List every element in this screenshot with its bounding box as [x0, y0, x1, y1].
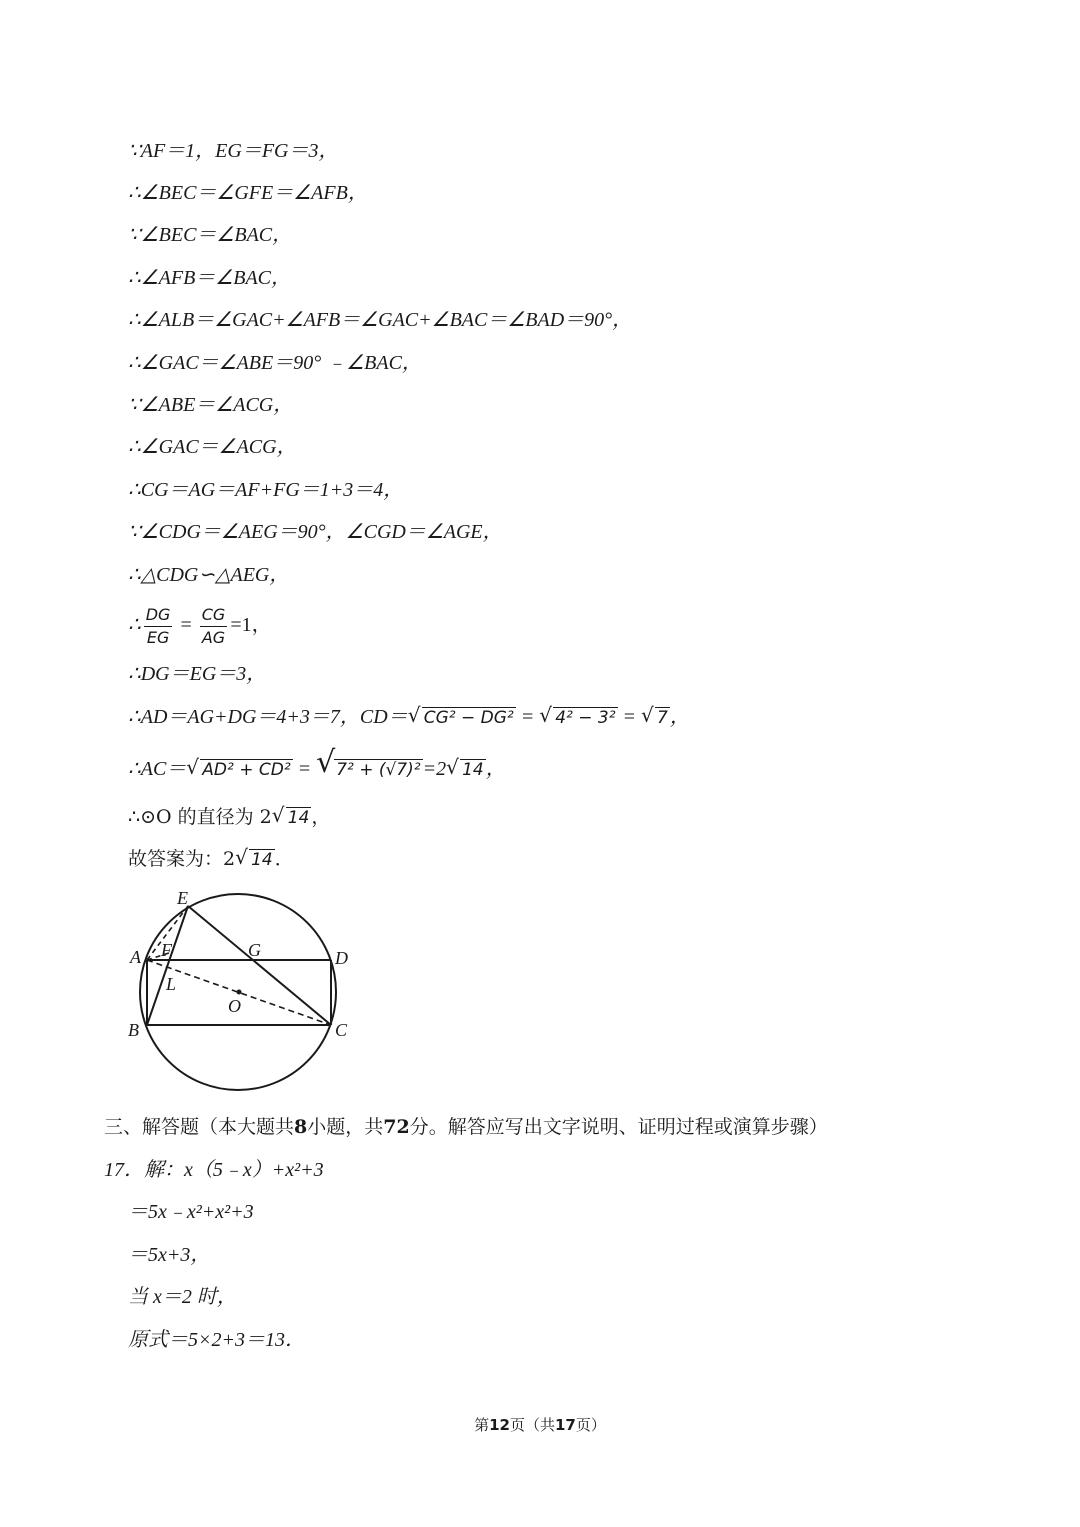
denominator: AG	[201, 627, 226, 647]
q17-line-5: 原式＝5×2+3＝13．	[128, 1329, 305, 1351]
center-point	[237, 990, 242, 995]
answer-text: 故答案为：2	[128, 848, 236, 870]
label-g: G	[248, 940, 261, 960]
line-11: ∴△CDG∽△AEG，	[128, 564, 290, 586]
line-6: ∴∠GAC＝∠ABE＝90° ﹣∠BAC，	[128, 352, 422, 374]
line-3: ∵∠BEC＝∠BAC，	[128, 224, 293, 246]
q17-line-1: 17．解：x（5﹣x）+x²+3	[104, 1159, 324, 1181]
geometry-figure	[120, 884, 370, 1099]
line-13: ∴DG＝EG＝3，	[128, 663, 267, 685]
fraction-dg-eg	[144, 604, 173, 649]
line-12: ∴ $\frac{DG}{EG}$ = $\frac{CG}{AG}$ =1，	[128, 604, 272, 647]
line-4: ∴∠AFB＝∠BAC，	[128, 267, 292, 289]
equals-one: =1，	[230, 614, 272, 636]
label-c: C	[335, 1020, 348, 1040]
therefore-symbol: ∴	[128, 614, 141, 636]
line-7: ∵∠ABE＝∠ACG，	[128, 394, 294, 416]
line-14-text: ∴AD＝AG+DG＝4+3＝7，CD＝	[128, 706, 408, 728]
line-5: ∴∠ALB＝∠GAC+∠AFB＝∠GAC+∠BAC＝∠BAD＝90°，	[128, 309, 633, 331]
line-9: ∴CG＝AG＝AF+FG＝1+3＝4，	[128, 479, 404, 501]
section-heading: 三、解答题（本大题共8小题，共72分。解答应写出文字说明、证明过程或演算步骤）	[104, 1116, 828, 1138]
sqrt-ad-cd: √ AD² + CD²	[186, 755, 291, 780]
sqrt-4-3: √ 4² − 3²	[539, 703, 616, 728]
line-15-text: ∴AC＝	[128, 758, 187, 780]
sqrt-14: √ 14	[235, 845, 273, 870]
sqrt-14: √ 14	[446, 755, 484, 780]
label-o: O	[228, 996, 241, 1016]
sqrt-14: √ 14	[271, 803, 310, 828]
line-17: 故答案为：2 √ 14 ．	[128, 846, 294, 873]
page-footer: 第12页（共17页）	[474, 1416, 606, 1434]
sqrt-49-plus: √ 7² + (√7)²	[316, 745, 421, 780]
q17-line-4: 当 x＝2 时，	[128, 1286, 237, 1308]
line-15: ∴AC＝ √ AD² + CD² = √ 7² + (√7)² =2 √ 14 ，	[128, 752, 506, 787]
q17-line-2: ＝5x﹣x²+x²+3	[128, 1201, 254, 1223]
line-1: ∵AF＝1，EG＝FG＝3，	[128, 140, 339, 162]
page-total: 17	[555, 1416, 576, 1434]
page-number: 12	[489, 1416, 510, 1434]
label-l: L	[166, 974, 177, 994]
line-10: ∵∠CDG＝∠AEG＝90°，∠CGD＝∠AGE，	[128, 521, 503, 543]
line-16-text: ∴⊙O 的直径为 2	[128, 806, 272, 828]
label-b: B	[128, 1020, 139, 1040]
denominator: EG	[146, 627, 170, 647]
line-16: ∴⊙O 的直径为 2 √ 14 ，	[128, 804, 330, 831]
label-d: D	[335, 948, 348, 968]
fraction-cg-ag	[200, 604, 228, 649]
numerator: CG	[200, 604, 228, 627]
line-14: ∴AD＝AG+DG＝4+3＝7，CD＝ √ CG² − DG² = √ 4² − 3² = √ 7 ，	[128, 704, 690, 731]
numerator: DG	[144, 604, 173, 627]
label-f: F	[161, 940, 172, 960]
label-a: A	[130, 947, 141, 967]
line-2: ∴∠BEC＝∠GFE＝∠AFB，	[128, 182, 368, 204]
label-e: E	[177, 888, 188, 908]
q17-line-3: ＝5x+3，	[128, 1244, 211, 1266]
sqrt-cg-dg: √ CG² − DG²	[407, 703, 514, 728]
line-8: ∴∠GAC＝∠ACG，	[128, 436, 297, 458]
sqrt-7: √ 7	[641, 703, 668, 728]
